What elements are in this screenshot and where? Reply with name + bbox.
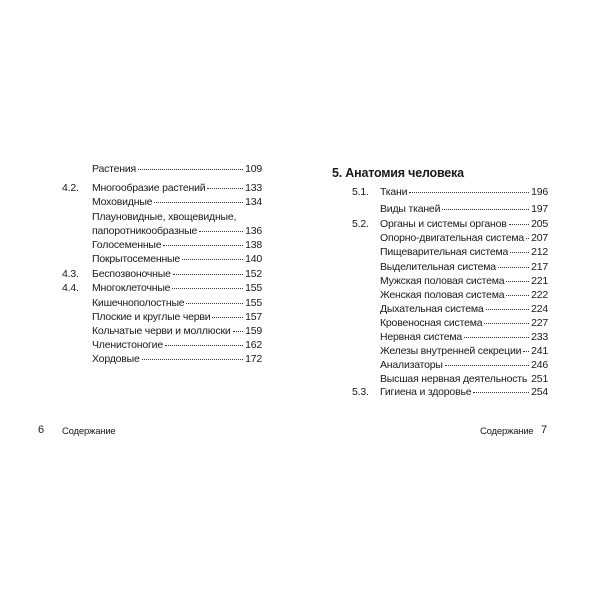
toc-entry-label: Пищеварительная система [380,246,509,258]
dot-leader [506,295,529,296]
section-title: 5. Анатомия человека [332,166,464,180]
dot-leader [510,252,529,253]
toc-entry-label: Выделительная система [380,261,496,273]
toc-entry-page: 196 [531,186,548,198]
toc-entry[interactable] [92,311,262,323]
toc-entry-page: 162 [245,339,262,351]
toc-entry-page: 246 [531,359,548,371]
toc-entry-label: Покрытосеменные [92,253,181,265]
toc-entry-page: 212 [531,246,548,258]
toc-entry-label: Гигиена и здоровье [380,386,472,398]
toc-entry-page: 134 [245,196,262,208]
toc-entry-page: 159 [245,325,262,337]
toc-entry-label: Хордовые [92,353,140,365]
dot-leader [142,359,243,360]
dot-leader [199,231,243,232]
dot-leader [506,281,529,282]
toc-entry-page: 251 [531,373,549,385]
toc-entry-label: Опорно-двигательная система [380,232,525,244]
toc-entry-number: 5.2. [352,218,369,230]
toc-entry-page: 172 [245,353,262,365]
toc-entry-page: 152 [245,268,262,280]
dot-leader [163,245,243,246]
toc-entry-label: Моховидные [92,196,153,208]
toc-entry-number: 5.1. [352,186,369,198]
toc-entry-page: 109 [245,163,262,175]
toc-entry-label: Плоские и круглые черви [92,311,211,323]
toc-entry-number: 4.2. [62,182,79,194]
toc-entry-label: Мужская половая система [380,275,505,287]
toc-entry-label: Высшая нервная деятельность [380,373,528,385]
dot-leader [172,288,243,289]
dot-leader [212,317,243,318]
toc-entry[interactable] [380,303,548,315]
dot-leader [233,331,244,332]
dot-leader [509,224,529,225]
toc-entry-label: Дыхательная система [380,303,484,315]
toc-entry[interactable] [380,331,548,343]
toc-entry[interactable] [92,163,262,175]
toc-entry-page: 221 [531,275,548,287]
toc-entry-page: 222 [531,289,548,301]
toc-entry-label: Многообразие растений [92,182,206,194]
toc-entry-page: 227 [531,317,548,329]
toc-entry[interactable] [380,289,548,301]
toc-entry-label: Растения [92,163,137,175]
toc-entry-line[interactable] [92,211,262,223]
toc-entry[interactable] [92,239,262,251]
toc-entry-label-continued: папоротникообразные [92,225,198,237]
toc-entry-label: Членистоногие [92,339,163,351]
toc-entry-page: 197 [531,203,548,215]
toc-entry[interactable] [380,275,548,287]
toc-entry[interactable] [62,282,262,294]
toc-entry[interactable] [92,225,262,237]
dot-leader [154,202,243,203]
dot-leader [464,337,529,338]
toc-entry-label: Органы и системы органов [380,218,507,230]
toc-entry-page: 155 [245,282,262,294]
toc-entry-page: 217 [531,261,548,273]
toc-entry[interactable] [380,373,548,385]
dot-leader [182,259,243,260]
toc-entry[interactable] [380,246,548,258]
page-number: 7 [541,424,547,436]
toc-entry[interactable] [92,353,262,365]
right-page [300,0,600,600]
toc-entry[interactable] [92,325,262,337]
toc-entry[interactable] [380,261,548,273]
dot-leader [165,345,243,346]
dot-leader [445,365,529,366]
dot-leader [442,209,529,210]
toc-entry-label: Беспозвоночные [92,268,171,280]
toc-entry-page: 157 [245,311,262,323]
toc-entry-number: 4.3. [62,268,79,280]
toc-entry-number: 5.3. [352,386,369,398]
dot-leader [498,267,529,268]
toc-entry-page: 133 [245,182,262,194]
running-footer: Содержание [62,426,116,437]
toc-entry-label: Анализаторы [380,359,443,371]
toc-entry-label: Женская половая система [380,289,505,301]
toc-entry-label: Кишечнополостные [92,297,185,309]
dot-leader [473,392,529,393]
toc-entry-number: 4.4. [62,282,79,294]
toc-entry-page: 138 [245,239,262,251]
toc-entry-page: 207 [531,232,548,244]
running-footer: Содержание [480,426,534,437]
dot-leader [409,192,529,193]
toc-entry-label: Железы внутренней секреции [380,345,522,357]
dot-leader [173,274,243,275]
dot-leader [186,303,243,304]
toc-entry[interactable] [92,196,262,208]
toc-entry[interactable] [352,386,548,398]
toc-entry[interactable] [62,182,262,194]
toc-entry-page: 224 [531,303,548,315]
toc-entry[interactable] [62,268,262,280]
toc-entry-page: 140 [245,253,262,265]
toc-entry-page: 241 [531,345,548,357]
toc-entry-page: 155 [245,297,262,309]
toc-entry-label: Ткани [380,186,408,198]
toc-entry[interactable] [380,232,548,244]
dot-leader [138,169,243,170]
toc-entry[interactable] [92,253,262,265]
toc-entry-label: Плауновидные, хвощевидные, [92,211,237,223]
toc-entry[interactable] [352,186,548,198]
dot-leader [486,309,530,310]
toc-entry-page: 233 [531,331,548,343]
toc-entry-page: 254 [531,386,548,398]
toc-entry[interactable] [92,297,262,309]
toc-entry-label: Виды тканей [380,203,441,215]
toc-entry[interactable] [92,339,262,351]
dot-leader [523,351,529,352]
page-number: 6 [38,424,44,436]
toc-entry[interactable] [380,203,548,215]
toc-entry-label: Кровеносная система [380,317,483,329]
toc-entry-label: Многоклеточные [92,282,171,294]
toc-entry-label: Голосеменные [92,239,162,251]
dot-leader [526,238,529,239]
toc-entry-page: 205 [531,218,548,230]
toc-entry-label: Кольчатые черви и моллюски [92,325,231,337]
toc-entry-label: Нервная система [380,331,463,343]
dot-leader [207,188,243,189]
toc-entry[interactable] [380,317,548,329]
toc-entry[interactable] [380,359,548,371]
toc-entry-page: 136 [245,225,262,237]
dot-leader [484,323,529,324]
toc-entry[interactable] [352,218,548,230]
toc-entry[interactable] [380,345,548,357]
